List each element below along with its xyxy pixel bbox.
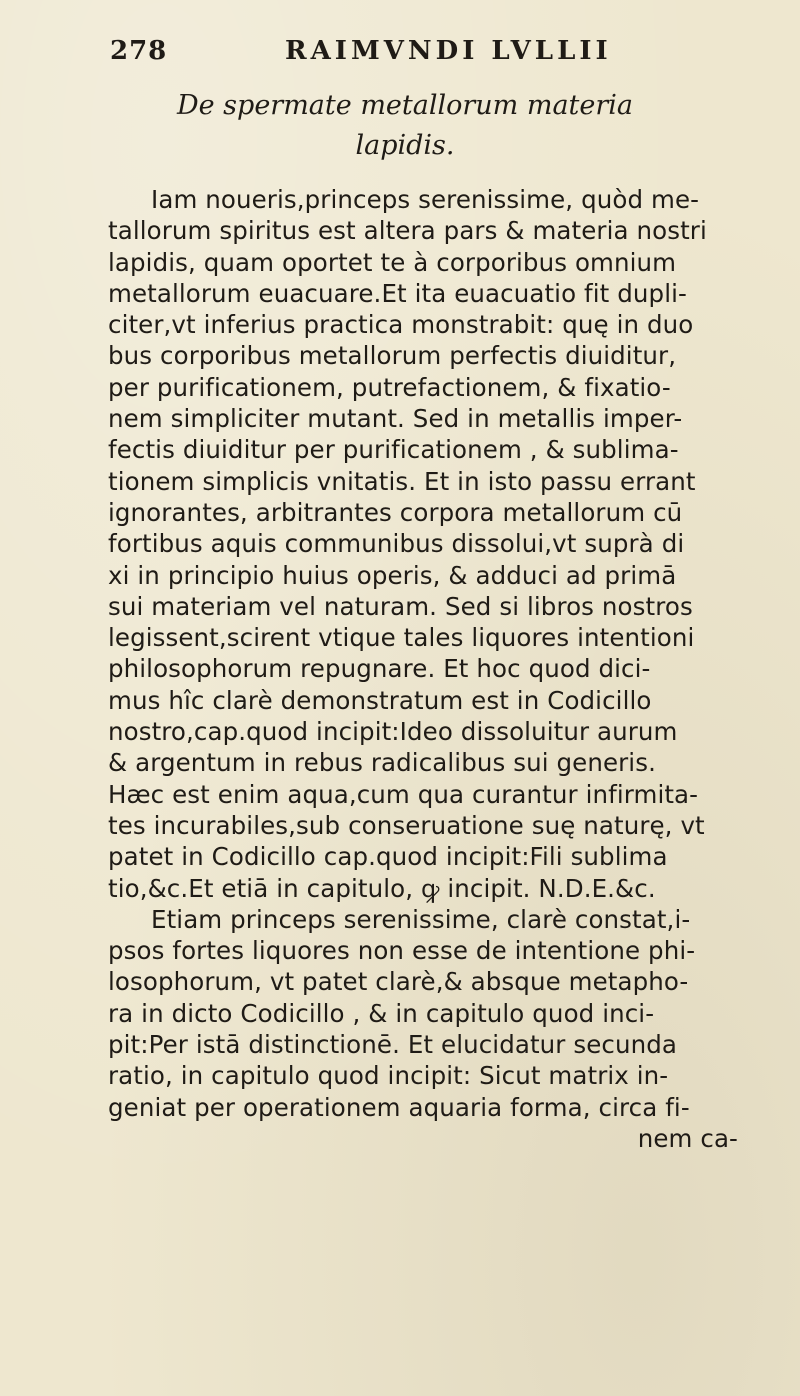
text-line: per purificationem, putrefactionem, & fixatio- bbox=[108, 372, 671, 402]
text-line: ra in dicto Codicillo , & in capitulo quod inci- bbox=[108, 998, 655, 1028]
text-line: fectis diuiditur per purificationem , & sublima- bbox=[108, 435, 679, 465]
text-line: ratio, in capitulo quod incipit: Sicut matrix in- bbox=[108, 1061, 669, 1091]
text-line: mus hîc clarè demonstratum est in Codicillo bbox=[108, 685, 652, 715]
text-line: nostro,cap.quod incipit:Ideo dissoluitur aurum bbox=[108, 717, 678, 747]
text-line: pit:Per istā distinctionē. Et elucidatur secunda bbox=[108, 1030, 677, 1060]
page-number: 278 bbox=[110, 36, 168, 66]
text-line: Hæc est enim aqua,cum qua curantur infirmita- bbox=[108, 779, 699, 809]
text-line: lapidis, quam oportet te à corporibus omnium bbox=[108, 247, 677, 277]
page-header bbox=[110, 36, 700, 76]
text-line: philosophorum repugnare. Et hoc quod dici- bbox=[108, 654, 651, 684]
text-line: tes incurabiles,sub conseruatione suę naturę, vt bbox=[108, 810, 705, 840]
text-line: fortibus aquis communibus dissolui,vt suprà di bbox=[108, 529, 685, 559]
running-head: RAIMVNDI LVLLII bbox=[285, 36, 612, 66]
body-text bbox=[108, 184, 768, 1154]
text-line: geniat per operationem aquaria forma, circa fi- bbox=[108, 1092, 690, 1122]
text-line: losophorum, vt patet clarè,& absque metapho- bbox=[108, 967, 689, 997]
catchword: nem ca- bbox=[637, 1123, 738, 1153]
text-line: citer,vt inferius practica monstrabit: quę in duo bbox=[108, 310, 694, 340]
chapter-title-line-2: lapidis. bbox=[355, 130, 455, 161]
text-line: patet in Codicillo cap.quod incipit:Fili sublima bbox=[108, 842, 668, 872]
text-line: Etiam princeps serenissime, clarè constat,i- bbox=[151, 904, 691, 934]
text-line: ignorantes, arbitrantes corpora metallorum cū bbox=[108, 497, 683, 527]
text-line: nem simpliciter mutant. Sed in metallis imper- bbox=[108, 404, 683, 434]
text-line: tallorum spiritus est altera pars & materia nostri bbox=[108, 216, 707, 246]
text-line: & argentum in rebus radicalibus sui generis. bbox=[108, 748, 656, 778]
text-line: legissent,scirent vtique tales liquores intentioni bbox=[108, 623, 695, 653]
text-line: xi in principio huius operis, & adduci ad primā bbox=[108, 560, 677, 590]
text-line: Iam noueris,princeps serenissime, quòd me- bbox=[151, 185, 700, 214]
text-line: metallorum euacuare.Et ita euacuatio fit dupli- bbox=[108, 278, 687, 308]
chapter-title-line-1: De spermate metallorum materia bbox=[176, 90, 634, 121]
text-line: sui materiam vel naturam. Sed si libros nostros bbox=[108, 591, 693, 621]
text-line: tionem simplicis vnitatis. Et in isto passu errant bbox=[108, 466, 696, 496]
text-line: psos fortes liquores non esse de intentione phi- bbox=[108, 936, 696, 966]
text-line: bus corporibus metallorum perfectis diuiditur, bbox=[108, 341, 677, 371]
text-line: tio,&c.Et etiā in capitulo, ꝙ incipit. N.D.E.&c. bbox=[108, 873, 656, 903]
